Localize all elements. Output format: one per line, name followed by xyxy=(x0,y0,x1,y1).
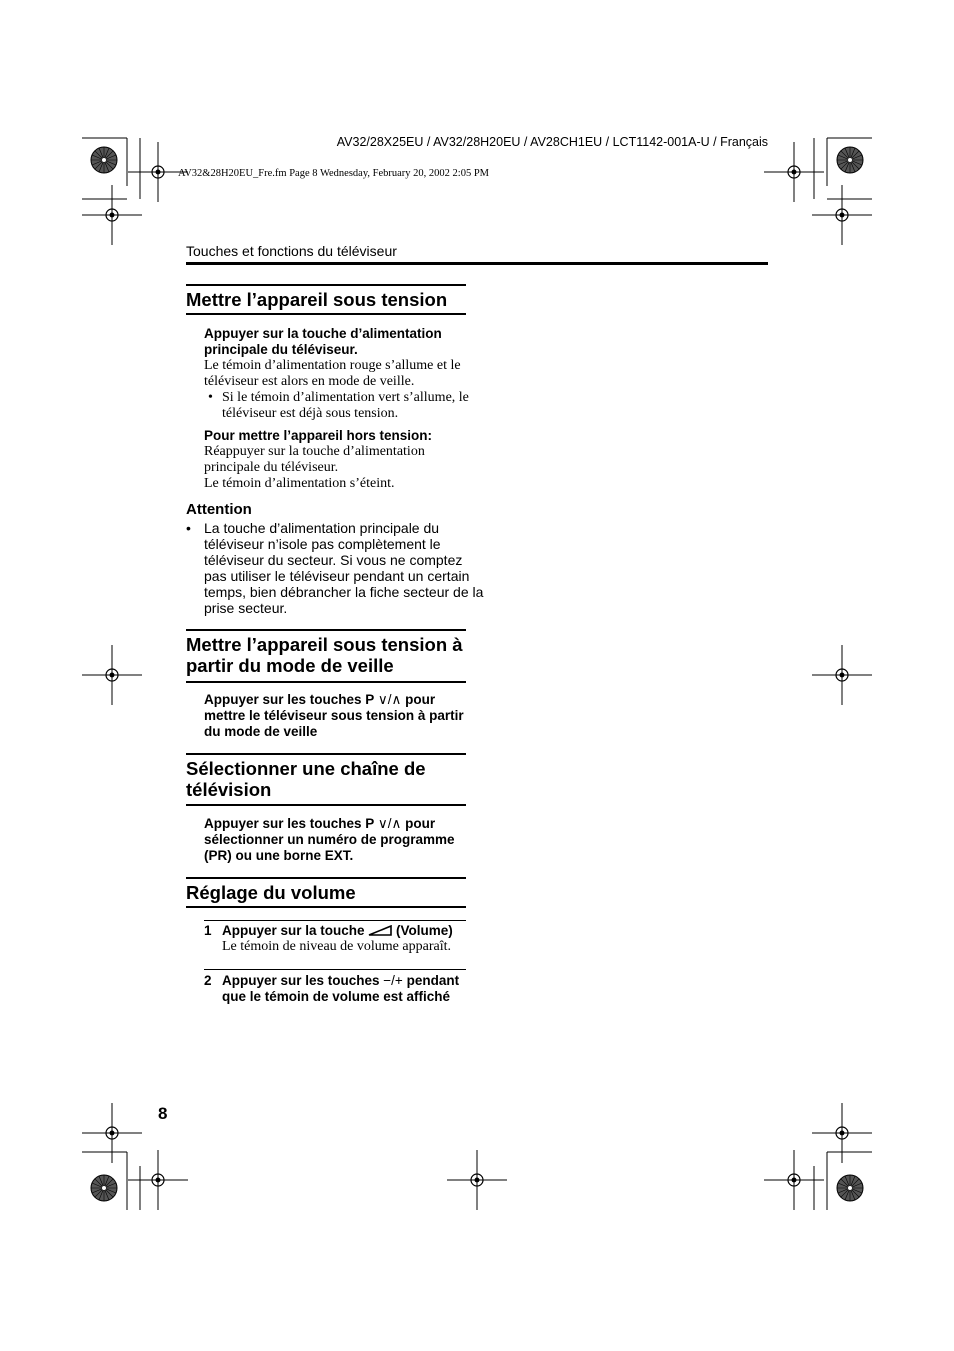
attention-text: La touche d’alimentation principale du téléviseur n’isole pas complètement le téléviseur du secteur. Si vous ne comptez pas utiliser le téléviseur pendant un certain temps, bien débrancher la fiche secteur de la prise secteur. xyxy=(204,520,484,616)
section-title-standby: Mettre l’appareil sous tension à partir du mode de veille xyxy=(186,634,463,676)
section-rule xyxy=(186,629,466,631)
step-text-pre: Appuyer sur les touches P xyxy=(204,692,378,707)
section-rule xyxy=(186,906,466,908)
step-description: Le témoin d’alimentation rouge s’allume et le téléviseur est alors en mode de veille. xyxy=(204,358,461,389)
header-rule xyxy=(186,262,768,265)
section-rule xyxy=(186,753,466,755)
power-off-text: Réappuyer sur la touche d’alimentation principale du téléviseur. xyxy=(204,444,425,475)
bullet-text: Si le témoin d’alimentation vert s’allume, le téléviseur est déjà sous tension. xyxy=(222,390,469,421)
channel-arrows-icon: ∨/∧ xyxy=(377,692,402,707)
step-divider xyxy=(204,969,466,970)
volume-step-2 xyxy=(204,973,469,1005)
section-rule xyxy=(186,681,466,683)
step-number: 1 xyxy=(204,923,212,938)
volume-step-1 xyxy=(204,923,469,955)
list-item xyxy=(204,390,469,422)
attention-label: Attention xyxy=(186,501,252,518)
section-header: Touches et fonctions du téléviseur xyxy=(186,243,397,259)
section-rule xyxy=(186,284,466,286)
page-number: 8 xyxy=(158,1104,168,1123)
section-title-volume: Réglage du volume xyxy=(186,882,356,903)
channel-step xyxy=(204,816,469,864)
step-text-post: (Volume) xyxy=(392,923,453,938)
attention-item xyxy=(186,520,486,616)
power-on-step xyxy=(204,326,469,492)
section-rule xyxy=(186,313,466,315)
step-instruction xyxy=(222,973,469,1005)
step-text-pre: Appuyer sur la touche xyxy=(222,923,369,938)
step-text-pre: Appuyer sur les touches xyxy=(222,973,384,988)
step-divider xyxy=(204,920,466,921)
document-code: AV32/28X25EU / AV32/28H20EU / AV28CH1EU / LCT1142-001A-U / Français xyxy=(336,135,768,149)
section-title-power-on: Mettre l’appareil sous tension xyxy=(186,289,448,310)
step-text-post: pour sélectionner un numéro de programme (PR) ou une borne EXT. xyxy=(204,816,455,863)
step-number: 2 xyxy=(204,973,212,988)
volume-icon xyxy=(368,925,392,936)
section-title-channel: Sélectionner une chaîne de télévision xyxy=(186,758,426,800)
bullet-dot: • xyxy=(208,390,213,405)
step-description: Le témoin de niveau de volume apparaît. xyxy=(222,939,451,954)
step-text-post: pendant que le témoin de volume est affiché xyxy=(222,973,460,1004)
channel-arrows-icon: ∨/∧ xyxy=(377,816,402,831)
section-rule xyxy=(186,877,466,879)
section-rule xyxy=(186,804,466,806)
step-text-pre: Appuyer sur les touches P xyxy=(204,816,378,831)
power-off-heading: Pour mettre l’appareil hors tension: xyxy=(204,428,433,443)
bullet-dot: • xyxy=(186,520,191,536)
step-text-post: pour mettre le téléviseur sous tension à partir du mode de veille xyxy=(204,692,464,739)
power-off-result: Le témoin d’alimentation s’éteint. xyxy=(204,476,395,491)
standby-step xyxy=(204,692,469,740)
file-info-line: AV32&28H20EU_Fre.fm Page 8 Wednesday, February 20, 2002 2:05 PM xyxy=(178,168,490,179)
volume-minus-plus-icon: −/+ xyxy=(383,973,403,988)
step-instruction: Appuyer sur la touche d’alimentation principale du téléviseur. xyxy=(204,326,442,357)
step-instruction xyxy=(222,923,469,939)
